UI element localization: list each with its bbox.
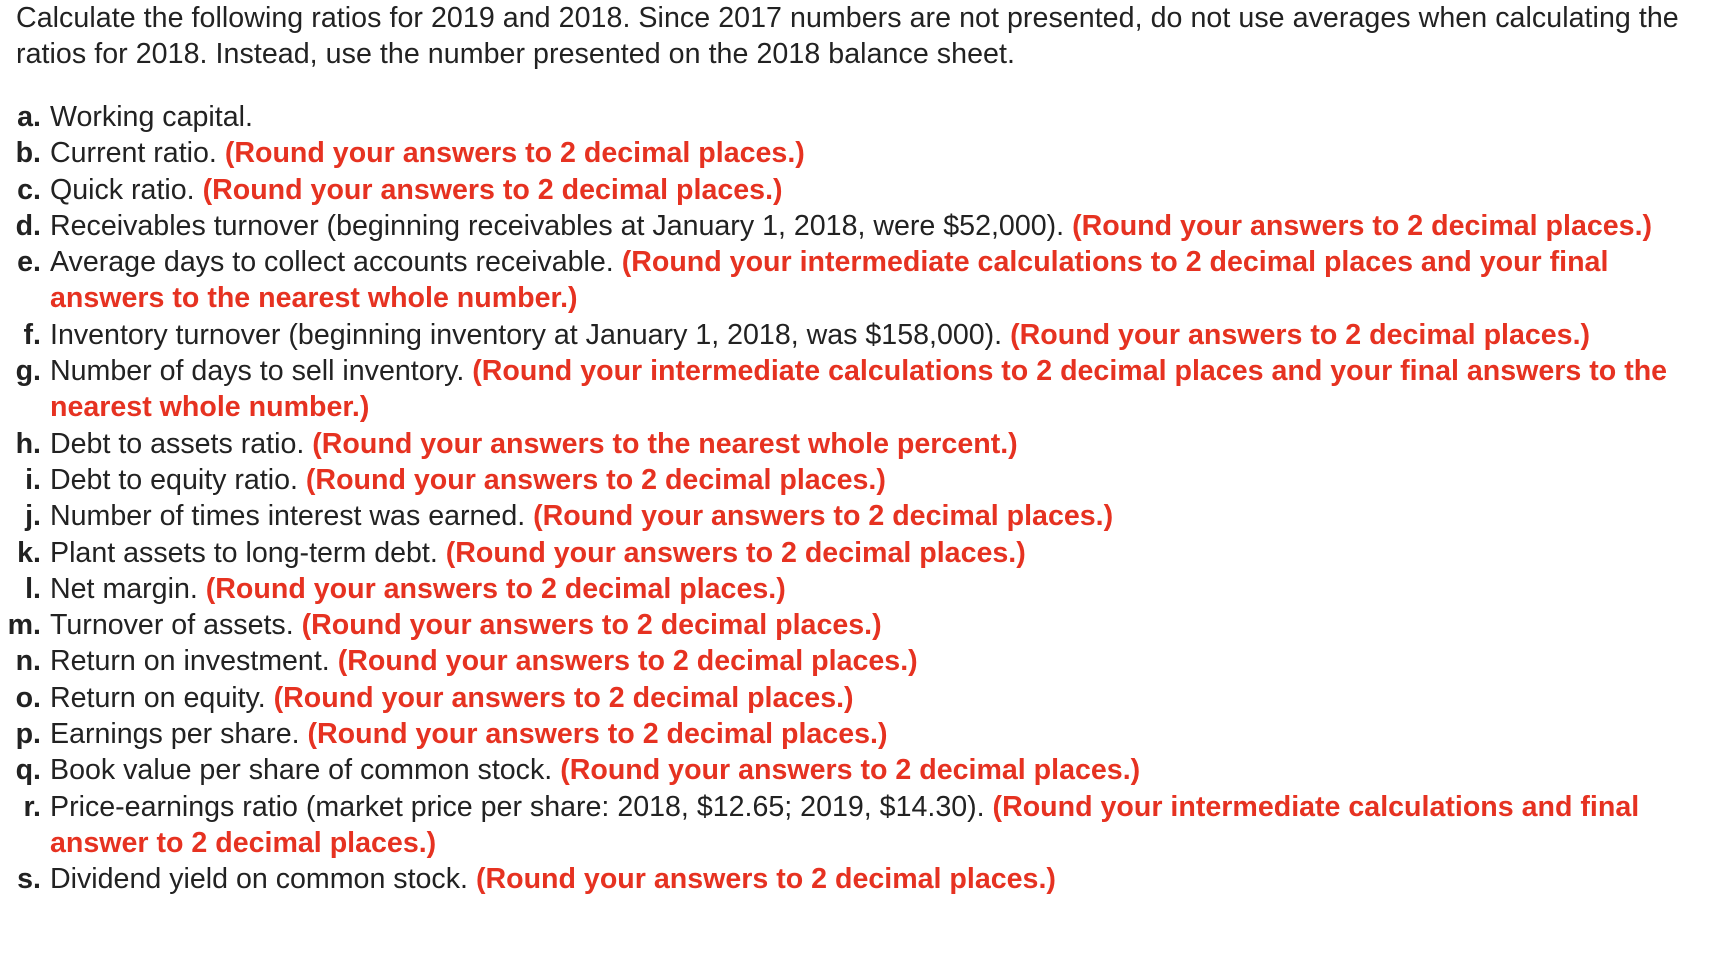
item-letter: o. — [15, 681, 41, 714]
item-letter: c. — [17, 173, 41, 206]
item-content — [50, 208, 1718, 244]
item-content — [50, 244, 1718, 317]
item-content — [50, 535, 1718, 571]
item-text: Inventory turnover (beginning inventory at January 1, 2018, was $158,000). — [50, 318, 1003, 351]
rounding-note: (Round your intermediate calculations to 2 decimal places and your final answers to the nearest whole number.) — [50, 246, 1609, 315]
list-item — [0, 353, 1718, 426]
item-letter: s. — [17, 863, 41, 896]
item-letter: l. — [25, 572, 41, 605]
item-text: Receivables turnover (beginning receivables at January 1, 2018, were $52,000). — [50, 209, 1065, 242]
item-content — [50, 426, 1718, 462]
item-content — [50, 752, 1718, 788]
list-item — [0, 317, 1718, 353]
item-text: Return on investment. — [50, 645, 330, 678]
rounding-note: (Round your answers to 2 decimal places.) — [224, 137, 805, 170]
item-text: Working capital. — [50, 101, 253, 133]
item-text: Plant assets to long-term debt. — [50, 536, 438, 569]
item-letter: m. — [7, 609, 41, 642]
rounding-note: (Round your answers to the nearest whole percent.) — [312, 427, 1018, 460]
list-item — [0, 607, 1718, 643]
rounding-note: (Round your answers to 2 decimal places.) — [1010, 318, 1591, 351]
list-item — [0, 462, 1718, 498]
list-item — [0, 498, 1718, 534]
item-content — [50, 680, 1718, 716]
item-content — [50, 135, 1718, 171]
item-content — [50, 353, 1718, 426]
list-item — [0, 571, 1718, 607]
rounding-note: (Round your answers to 2 decimal places.) — [560, 754, 1141, 787]
item-text: Number of times interest was earned. — [50, 500, 526, 533]
list-item — [0, 244, 1718, 317]
item-text: Number of days to sell inventory. — [50, 355, 465, 388]
item-text: Book value per share of common stock. — [50, 754, 553, 787]
item-content — [50, 861, 1718, 897]
item-letter: i. — [25, 463, 41, 496]
list-item — [0, 208, 1718, 244]
item-letter: k. — [17, 536, 41, 569]
item-letter: e. — [17, 246, 41, 279]
ratio-list — [0, 99, 1718, 898]
rounding-note: (Round your answers to 2 decimal places.) — [273, 681, 854, 714]
rounding-note: (Round your answers to 2 decimal places.) — [1072, 209, 1653, 242]
item-text: Current ratio. — [50, 137, 217, 170]
item-letter: g. — [15, 355, 41, 388]
list-item — [0, 861, 1718, 897]
item-content — [50, 498, 1718, 534]
item-text: Net margin. — [50, 572, 198, 605]
rounding-note: (Round your intermediate calculations and final answer to 2 decimal places.) — [50, 790, 1640, 859]
item-letter: j. — [25, 500, 41, 533]
list-item — [0, 716, 1718, 752]
item-text: Earnings per share. — [50, 718, 300, 751]
list-item — [0, 752, 1718, 788]
list-item — [0, 426, 1718, 462]
item-content — [50, 607, 1718, 643]
list-item — [0, 99, 1718, 135]
item-text: Return on equity. — [50, 681, 266, 714]
item-content — [50, 462, 1718, 498]
item-text: Dividend yield on common stock. — [50, 863, 468, 896]
item-letter: q. — [15, 754, 41, 787]
item-text: Average days to collect accounts receivable. — [50, 246, 614, 279]
problem-instructions: Calculate the following ratios for 2019 and 2018. Since 2017 numbers are not presented, do not use averages when calculating the ratios for 2018. Instead, use the number presented on the 2018 balance sheet. — [16, 2, 1679, 70]
item-letter: a. — [17, 101, 41, 133]
rounding-note: (Round your answers to 2 decimal places.) — [337, 645, 918, 678]
item-content — [50, 172, 1718, 208]
item-content — [50, 571, 1718, 607]
item-content — [50, 99, 1718, 135]
item-letter: p. — [15, 718, 41, 751]
rounding-note: (Round your answers to 2 decimal places.) — [307, 718, 888, 751]
item-content — [50, 789, 1718, 862]
item-content — [50, 716, 1718, 752]
item-letter: n. — [15, 645, 41, 678]
item-letter: h. — [15, 427, 41, 460]
item-content — [50, 643, 1718, 679]
rounding-note: (Round your answers to 2 decimal places.) — [305, 463, 886, 496]
rounding-note: (Round your answers to 2 decimal places.) — [533, 500, 1114, 533]
item-text: Turnover of assets. — [50, 609, 294, 642]
item-text: Price-earnings ratio (market price per share: 2018, $12.65; 2019, $14.30). — [50, 790, 985, 823]
list-item — [0, 535, 1718, 571]
item-content — [50, 317, 1718, 353]
rounding-note: (Round your answers to 2 decimal places.) — [202, 173, 783, 206]
item-letter: r. — [23, 790, 41, 823]
item-text: Debt to equity ratio. — [50, 463, 298, 496]
item-letter: d. — [15, 209, 41, 242]
list-item — [0, 135, 1718, 171]
item-text: Quick ratio. — [50, 173, 195, 206]
rounding-note: (Round your answers to 2 decimal places.) — [205, 572, 786, 605]
rounding-note: (Round your answers to 2 decimal places.) — [301, 609, 882, 642]
rounding-note: (Round your intermediate calculations to 2 decimal places and your final answers to the nearest whole number.) — [50, 355, 1668, 424]
rounding-note: (Round your answers to 2 decimal places.) — [445, 536, 1026, 569]
item-letter: b. — [15, 137, 41, 170]
list-item — [0, 172, 1718, 208]
list-item — [0, 789, 1718, 862]
item-letter: f. — [23, 318, 41, 351]
list-item — [0, 643, 1718, 679]
item-text: Debt to assets ratio. — [50, 427, 305, 460]
rounding-note: (Round your answers to 2 decimal places.) — [475, 863, 1056, 896]
list-item — [0, 680, 1718, 716]
